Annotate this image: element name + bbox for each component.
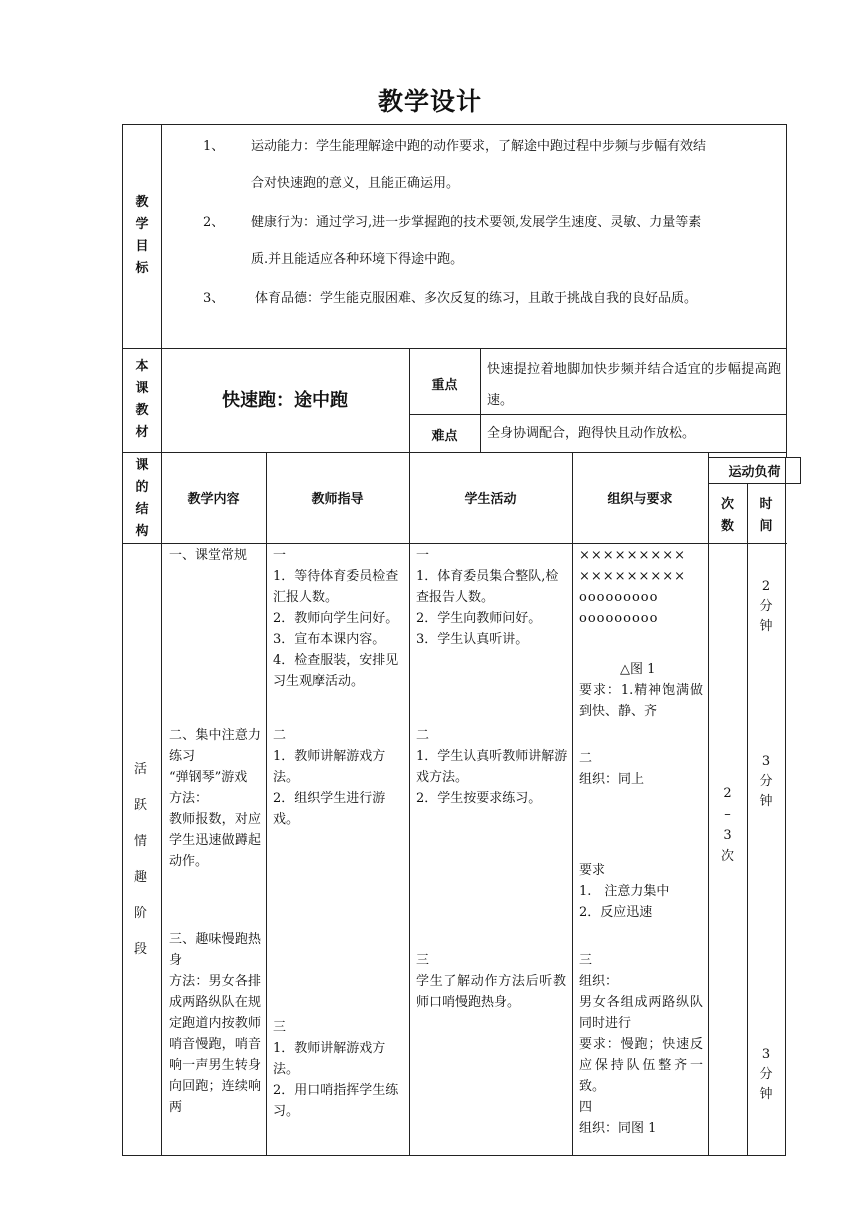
structure-label: 课的结构 <box>135 458 149 539</box>
duration-warmup: 3 分 钟 <box>759 1047 773 1102</box>
material-topic: 快速跑：途中跑 <box>222 390 348 411</box>
teacher-warmup: 三 1．教师讲解游戏方法。 2．用口哨指挥学生练习。 <box>273 1020 399 1119</box>
student-warmup: 三 学生了解动作方法后听教师口哨慢跑热身。 <box>416 953 566 1010</box>
org-requirement-1: 要求：1.精神饱满做到快、静、齐 <box>579 683 703 719</box>
difficulty-label: 难点 <box>431 429 458 444</box>
exercise-times: 2 – 3 次 <box>720 786 734 864</box>
col-header-student: 学生活动 <box>464 492 517 507</box>
org-warmup: 三 组织： 男女各组成两路纵队同时进行 要求：慢跑；快速反应保持队伍整齐一致。 四 组织：同图 1 <box>579 953 703 1136</box>
figure-caption: △图 1 <box>620 662 656 677</box>
col-header-times <box>708 494 747 538</box>
key-point-label: 重点 <box>431 378 458 393</box>
formation-row-girls: ooooooooo <box>579 611 659 626</box>
col-header-organization: 组织与要求 <box>607 492 673 507</box>
objective-number: 1、 <box>203 139 225 154</box>
key-point-text: 快速提拉着地脚加快步频并结合适宜的步幅提高跑速。 <box>487 362 781 408</box>
col-header-time-text: 时间 <box>759 497 773 534</box>
difficulty-text: 全身协调配合，跑得快且动作放松。 <box>487 426 696 441</box>
col-header-content: 教学内容 <box>187 492 240 507</box>
objective-text: 合对快速跑的意义，且能正确运用。 <box>251 176 460 191</box>
objectives-label: 教学目标 <box>135 195 149 276</box>
teacher-routine: 一 1．等待体育委员检查汇报人数。 2．教师向学生问好。 3．宣布本课内容。 4．检查服装，安排见习生观摩活动。 <box>273 548 399 689</box>
page-title: 教学设计 <box>377 87 482 116</box>
material-label: 本课教材 <box>135 359 149 440</box>
col-header-teacher: 教师指导 <box>311 492 364 507</box>
col-header-time <box>747 494 785 538</box>
objective-text: 体育品德：学生能克服困难、多次反复的练习，且敢于挑战自我的良好品质。 <box>255 291 698 306</box>
duration-game: 3 分 钟 <box>759 754 773 809</box>
duration-routine: 2 分 钟 <box>759 579 773 634</box>
student-routine: 一 1．体育委员集合整队,检查报告人数。 2．学生向教师问好。 3．学生认真听讲。 <box>416 548 559 647</box>
col-header-times-text: 次数 <box>720 497 734 534</box>
formation-row-girls: ooooooooo <box>579 590 659 605</box>
org-requirement-2: 要求 1. 注意力集中 2．反应迅速 <box>579 863 670 920</box>
content-attention-game: 二、集中注意力练习 “弹钢琴”游戏 方法： 教师报数，对应学生迅速做蹲起动作。 <box>169 728 261 869</box>
objective-number: 3、 <box>203 291 225 306</box>
content-routine: 一、课堂常规 <box>169 548 248 563</box>
objective-text: 健康行为：通过学习,进一步掌握跑的技术要领,发展学生速度、灵敏、力量等素 <box>251 215 702 230</box>
stage-label: 活跃情趣阶段 <box>134 762 148 957</box>
student-game: 二 1．学生认真听教师讲解游戏方法。 2．学生按要求练习。 <box>416 728 568 806</box>
formation-row-boys: ××××××××× <box>579 548 687 563</box>
formation-diagram <box>579 545 686 629</box>
objective-number: 2、 <box>203 215 225 230</box>
objective-text: 质.并且能适应各种环境下得途中跑。 <box>251 252 464 267</box>
col-header-load: 运动负荷 <box>728 465 781 480</box>
objective-text: 运动能力：学生能理解途中跑的动作要求，了解途中跑过程中步频与步幅有效结 <box>251 139 707 154</box>
teacher-game: 二 1．教师讲解游戏方法。 2．组织学生进行游戏。 <box>273 728 386 827</box>
content-warmup-run: 三、趣味慢跑热身 方法：男女各排成两路纵队在规定跑道内按教师哨音慢跑，哨音响一声男生转身向回跑；连续响两 <box>169 932 261 1115</box>
org-game: 二 组织：同上 <box>579 751 645 787</box>
formation-row-boys: ××××××××× <box>579 569 687 584</box>
